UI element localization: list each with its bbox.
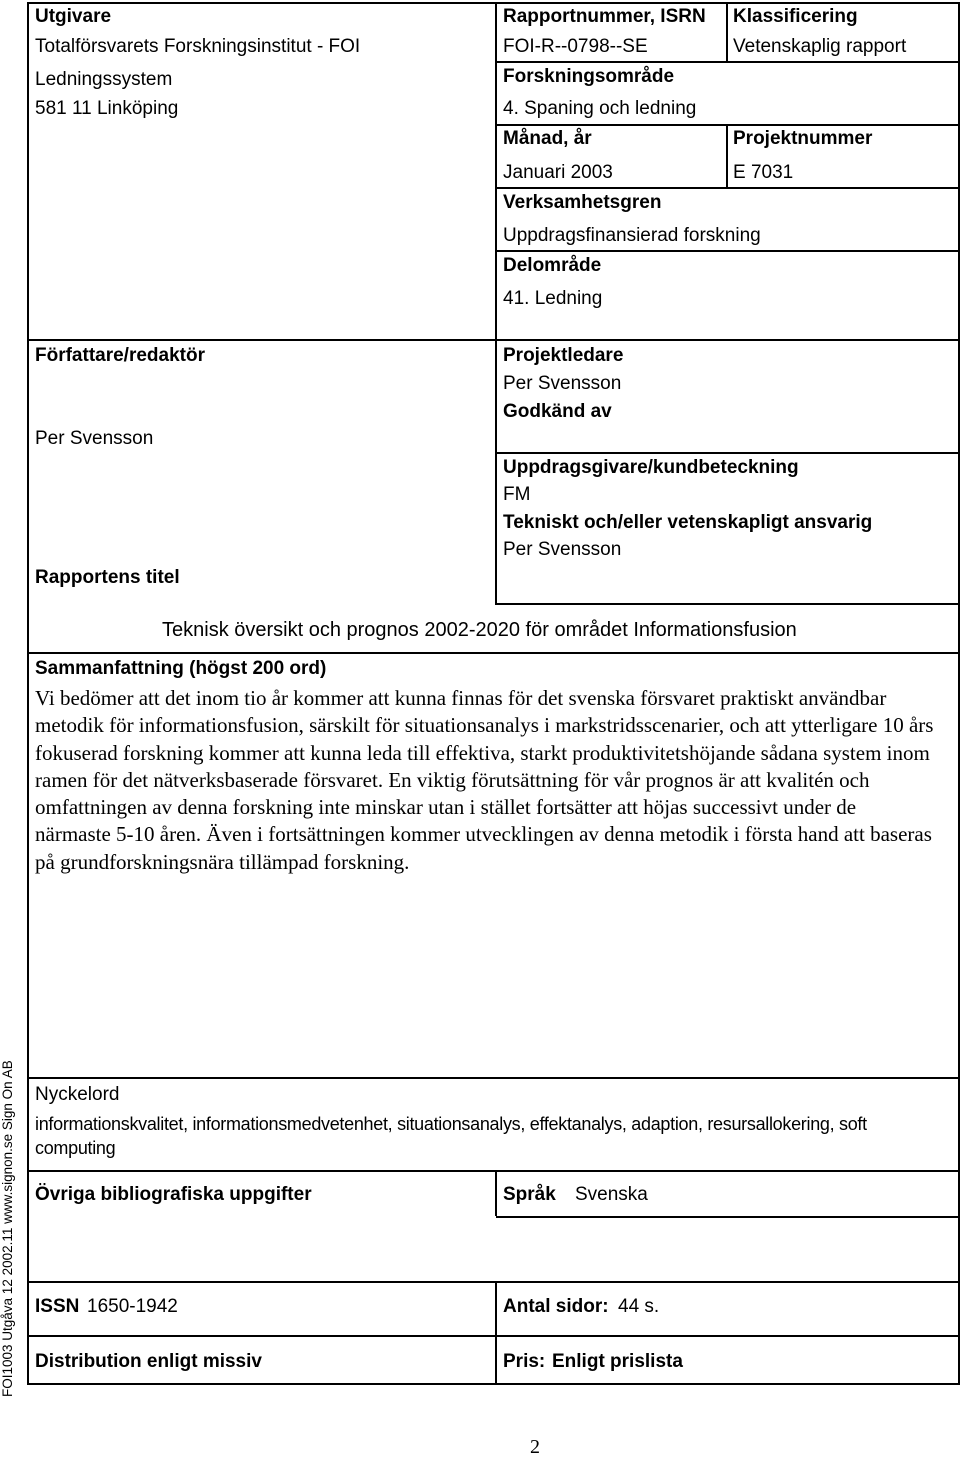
sub-area-value: 41. Ledning	[503, 288, 603, 309]
sub-area-label: Delområde	[503, 255, 602, 276]
rule	[27, 1170, 960, 1172]
summary-label: Sammanfattning (högst 200 ord)	[35, 658, 327, 679]
research-area-label: Forskningsområde	[503, 66, 675, 87]
classification-value: Vetenskaplig rapport	[733, 36, 907, 57]
approved-by-label: Godkänd av	[503, 401, 612, 422]
rule	[495, 603, 960, 605]
issn-value: 1650-1942	[87, 1296, 178, 1317]
branch-value: Uppdragsfinansierad forskning	[503, 225, 761, 246]
publisher-label: Utgivare	[35, 6, 112, 27]
rule	[726, 124, 728, 187]
project-leader-value: Per Svensson	[503, 373, 622, 394]
page-number: 2	[530, 1436, 540, 1458]
pages-label: Antal sidor:	[503, 1296, 609, 1317]
rule	[27, 339, 960, 341]
publisher-line-3: 581 11 Linköping	[35, 98, 179, 119]
project-number-label: Projektnummer	[733, 128, 873, 149]
rule	[496, 61, 726, 63]
responsible-value: Per Svensson	[503, 539, 622, 560]
rule	[495, 1281, 497, 1383]
language-label: Språk	[503, 1184, 556, 1205]
month-year-label: Månad, år	[503, 128, 592, 149]
pages-value: 44 s.	[618, 1296, 660, 1317]
rule	[495, 2, 497, 339]
report-number-value: FOI-R--0798--SE	[503, 36, 648, 57]
report-title-value: Teknisk översikt och prognos 2002-2020 för området Informationsfusion	[162, 619, 797, 641]
rule	[496, 187, 960, 189]
rule	[27, 1335, 960, 1337]
rule	[27, 2, 960, 4]
publisher-line-1: Totalförsvarets Forskningsinstitut - FOI	[35, 36, 361, 57]
side-imprint: FOI1003 Utgåva 12 2002.11 www.signon.se Sign On AB	[0, 1060, 15, 1397]
price-value: Enligt prislista	[552, 1351, 683, 1372]
author-label: Författare/redaktör	[35, 345, 205, 366]
keywords-label: Nyckelord	[35, 1084, 120, 1105]
rule	[496, 250, 960, 252]
classification-label: Klassificering	[733, 6, 858, 27]
price-label: Pris:	[503, 1351, 546, 1372]
rule	[495, 1170, 497, 1216]
language-value: Svenska	[575, 1184, 648, 1205]
rule	[27, 1281, 960, 1283]
rule	[495, 339, 497, 604]
month-year-value: Januari 2003	[503, 162, 613, 183]
report-number-label: Rapportnummer, ISRN	[503, 6, 706, 27]
research-area-value: 4. Spaning och ledning	[503, 98, 697, 119]
publisher-line-2: Ledningssystem	[35, 69, 173, 90]
rule	[496, 452, 960, 454]
distribution-label: Distribution enligt missiv	[35, 1351, 262, 1372]
rule	[726, 61, 960, 63]
rule	[496, 124, 960, 126]
summary-text: Vi bedömer att det inom tio år kommer att kunna finnas för det svenska försvaret praktiskt användbar metodik för informationsfusion, särskilt för situationsanalys i markstridsscenarier, och att ytterligare 10 års fokuserad forskning kommer att kunna leda till effektiva, starkt produktivitetshöjande sådana system inom ramen för det nätverksbaserade försvaret. En viktig förutsättning för vår prognos är att kvalitén och omfattningen av denna forskning inte minskar utan i stället fortsätter att höjas successivt under de närmaste 5-10 åren. Även i fortsättningen kommer utvecklingen av denna metodik i första hand att baseras på grundforskningsnära tillämpad forskning.	[35, 686, 934, 874]
rule	[27, 1383, 960, 1385]
keywords-text: informationskvalitet, informationsmedvetenhet, situationsanalys, effektanalys, adaption, resursallokering, soft computing	[35, 1114, 867, 1158]
responsible-label: Tekniskt och/eller vetenskapligt ansvarig	[503, 512, 873, 533]
project-number-value: E 7031	[733, 162, 794, 183]
rule	[27, 1077, 960, 1079]
rule	[496, 1216, 960, 1218]
report-title-label: Rapportens titel	[35, 567, 180, 588]
client-label: Uppdragsgivare/kundbeteckning	[503, 457, 799, 478]
project-leader-label: Projektledare	[503, 345, 624, 366]
issn-label: ISSN	[35, 1296, 80, 1317]
other-bib-label: Övriga bibliografiska uppgifter	[35, 1184, 312, 1205]
rule	[27, 2, 29, 1385]
rule	[27, 652, 960, 654]
rule	[726, 2, 728, 61]
client-value: FM	[503, 484, 531, 505]
author-value: Per Svensson	[35, 428, 154, 449]
branch-label: Verksamhetsgren	[503, 192, 662, 213]
